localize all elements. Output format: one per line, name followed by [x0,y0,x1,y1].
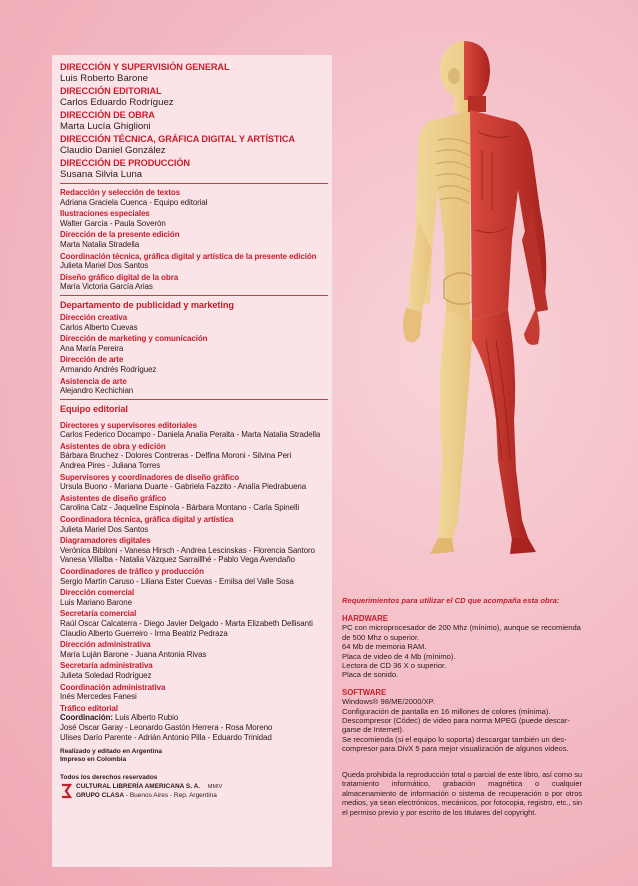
credit-name: Marta Lucía Ghiglioni [60,121,151,132]
credit-name: Carlos Federico Docampo - Daniela Analía Peralta - Marta Natalia Stradella [60,430,321,440]
credit-name: Claudio Alberto Guerreiro - Irma Beatriz Pedraza [60,628,228,638]
software-line: Descompresor (Códec) de video para norma MPEG (puede descar- [342,716,570,726]
credit-role: Redacción y selección de textos [60,188,181,197]
team-section [60,404,328,742]
publisher-logo-icon [60,783,72,799]
rights-block [60,774,328,800]
credit-role: Dirección de arte [60,355,124,365]
credit-name: Verónica Bibiloni - Vanesa Hirsch - Andrea Lescinskas - Florencia Santoro [60,545,315,555]
credit-role: DIRECCIÓN EDITORIAL [60,86,162,96]
group-name: GRUPO CLASA [76,791,125,799]
credit-name: Ursula Buono - Mariana Duarte - Gabriela Fazzito - Analía Piedrabuena [60,482,307,492]
traffic-coordination [60,713,328,723]
credit-name: Bárbara Bruchez - Dolores Contreras - Delfina Moroni - Silvina Peri [60,451,292,461]
hardware-line: Placa de sonido. [342,670,399,680]
credit-role: Ilustraciones especiales [60,209,150,219]
software-line: Windows® 98/ME/2000/XP. [342,697,435,707]
credit-role: Diseño gráfico digital de la obra [60,272,179,282]
edition-code: MMIV [207,784,223,791]
credit-name: Luis Mariano Barone [60,597,132,607]
credit-role: Dirección administrativa [60,640,151,650]
credit-role: Dirección de la presente edición [60,230,180,240]
credit-name: Walter García - Paula Soverón [60,218,166,228]
divider [60,295,328,296]
credit-role: Coordinadores de tráfico y producción [60,567,204,576]
credit-name: Marta Natalia Stradella [60,239,140,249]
credit-name: Ana María Pereira [60,343,124,353]
credit-name: Carlos Alberto Cuevas [60,322,138,332]
credit-role: Asistentes de obra y edición [60,441,166,451]
credit-role: Secretaría administrativa [60,661,153,671]
credit-role: DIRECCIÓN DE PRODUCCIÓN [60,158,190,168]
credit-name: Inés Mercedes Fanesi [60,692,137,702]
credit-role: DIRECCIÓN TÉCNICA, GRÁFICA DIGITAL Y ARTÍSTICA [60,134,295,144]
group-location: - Buenos Aires - Rep. Argentina [125,791,217,799]
credit-name: María Luján Barone - Juana Antonia Rivas [60,649,207,659]
credit-name: Raúl Oscar Calcaterra - Diego Javier Delgado - Marta Elizabeth Dellisanti [60,618,313,628]
traffic-coord-label: Coordinación: [60,713,113,723]
section-heading: Departamento de publicidad y marketing [60,299,234,310]
credit-name: Julieta Soledad Rodríguez [60,670,152,680]
software-line: Configuración de pantalla en 16 millones de colores (mínima). [342,706,551,716]
credit-role: Supervisores y coordinadores de diseño gráfico [60,472,240,482]
credit-name: Claudio Daniel González [60,145,166,156]
credits-column [60,62,328,800]
hardware-line: 64 Mb de memoria RAM. [342,642,427,652]
credit-role: Dirección de marketing y comunicación [60,334,208,344]
muscle-half [464,41,548,554]
hardware-heading: HARDWARE [342,614,388,623]
main-credits [60,62,328,180]
copyright-notice: Queda prohibida la reproducción total o parcial de este libro, así como su tratamiento informático, grabación magnética o cualquier almacenamiento de información o sistema de recuperación o por otros medios, ya sean electrónicos, mecánicos, por fotocopia, registro, etc., sin el permiso previo y por escrito de los titulares del copyright. [342,769,582,818]
publisher-text [76,783,222,800]
print-info [60,748,328,764]
rights-text: Todos los derechos reservados [60,774,158,782]
credit-role: DIRECCIÓN Y SUPERVISIÓN GENERAL [60,62,230,72]
credit-name: Susana Silvia Luna [60,169,143,180]
credit-role: Asistencia de arte [60,376,127,386]
credit-name: Luis Roberto Barone [60,73,148,84]
printed-line: Impreso en Colombia [60,756,127,764]
credit-name: Vanesa Villalba - Natalia Vázquez Sarraillhé - Pablo Vega Avendaño [60,555,295,565]
credit-role: Coordinación administrativa [60,682,166,692]
divider [60,399,328,400]
credit-role: Coordinación técnica, gráfica digital y artística de la presente edición [60,251,317,261]
requirements-section [342,596,582,818]
credit-role: Asistentes de diseño gráfico [60,493,167,503]
publisher-row [60,783,328,800]
hardware-line: Placa de video de 4 Mb (mínimo). [342,651,456,661]
credit-role: Coordinadora técnica, gráfica digital y artística [60,515,234,525]
section-heading: Equipo editorial [60,403,128,414]
credit-name: Carolina Catz - Jaqueline Espinola - Bárbara Montano - Carla Spinelli [60,503,300,513]
credit-name: José Oscar Garay - Leonardo Gastón Herrera - Rosa Moreno [60,722,273,732]
credit-role: Diagramadores digitales [60,536,151,546]
credit-name: Sergio Martín Caruso - Liliana Ester Cuevas - Emilsa del Valle Sosa [60,576,294,586]
credit-name: Carlos Eduardo Rodríguez [60,97,174,108]
edition-credits [60,188,328,292]
credit-name: Adriana Graciela Cuenca - Equipo editorial [60,197,208,207]
credit-role: Secretaría comercial [60,609,137,619]
software-line: Se recomienda (si el equipo lo soporta) descargar también un des- [342,734,567,744]
credit-name: Julieta Mariel Dos Santos [60,524,149,534]
credit-name: Andrea Pires - Juliana Torres [60,461,161,471]
credit-role: Dirección comercial [60,588,135,598]
software-line: garse de Internet). [342,725,405,735]
publisher-name: CULTURAL LIBRERÍA AMERICANA S. A. [76,783,201,791]
printed-line: Realizado y editado en Argentina [60,748,162,756]
hardware-line: Lectora de CD 36 X o superior. [342,661,447,671]
credit-name: Julieta Mariel Dos Santos [60,261,149,271]
divider [60,183,328,184]
hardware-line: PC con microprocesador de 200 Mhz (mínimo), aunque se recomienda [342,623,581,633]
credit-role: Dirección creativa [60,312,128,322]
credit-name: Armando Andrés Rodríguez [60,364,157,374]
requirements-title: Requerimientos para utilizar el CD que acompaña esta obra: [342,596,560,605]
credit-name: Ulises Darío Parente - Adrián Antonio Pilla - Eduardo Trinidad [60,732,272,742]
credit-role: Directores y supervisores editoriales [60,420,197,430]
anatomy-figure-illustration [392,40,592,580]
credit-role: DIRECCIÓN DE OBRA [60,110,155,120]
software-heading: SOFTWARE [342,687,387,697]
marketing-section [60,300,328,396]
traffic-coord-name: Luis Alberto Rubio [115,713,179,723]
credit-role: Tráfico editorial [60,703,118,713]
credit-name: Alejandro Kechichian [60,386,134,396]
software-line: compresor para DivX 5 para mejor visualización de algunos videos. [342,744,569,754]
credit-name: María Victoria García Arias [60,282,153,292]
hardware-line: de 500 Mhz o superior. [342,632,420,642]
